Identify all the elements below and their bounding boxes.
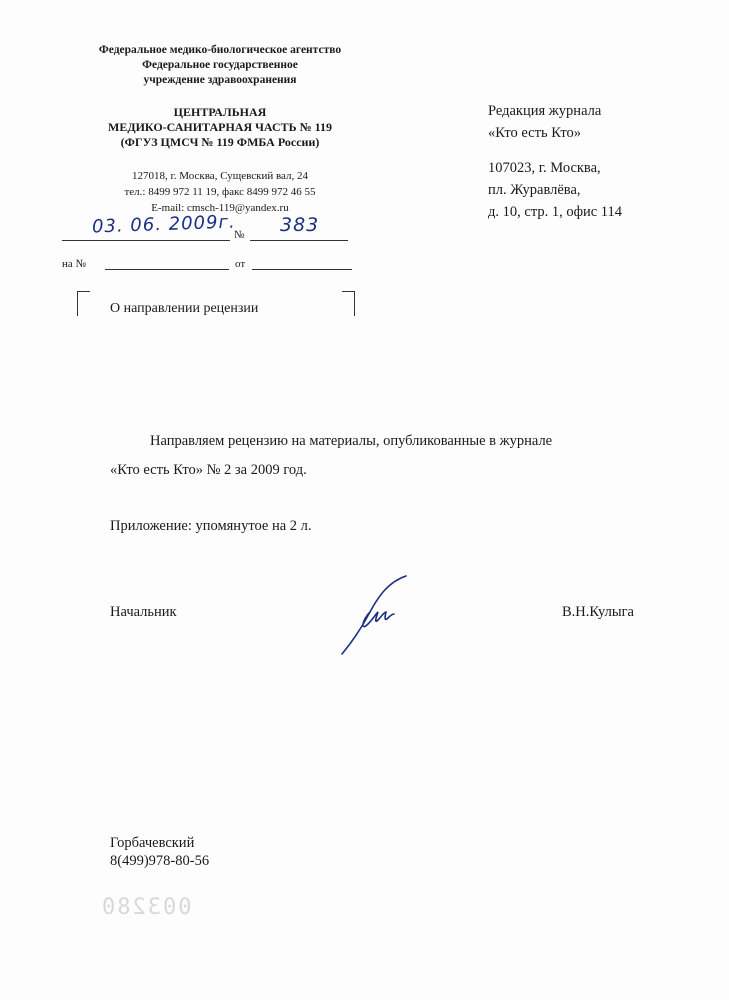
date-line xyxy=(62,240,230,241)
attachment-line: Приложение: упомянутое на 2 л. xyxy=(110,518,312,534)
org-address: 127018, г. Москва, Сущевский вал, 24 xyxy=(131,170,309,182)
executor-phone: 8(499)978-80-56 xyxy=(110,853,210,869)
org-line-2: МЕДИКО-САНИТАРНАЯ ЧАСТЬ № 119 xyxy=(108,120,332,134)
signatory-name: В.Н.Кулыга xyxy=(562,604,634,620)
ref-line xyxy=(105,269,229,270)
recipient-line-2: «Кто есть Кто» xyxy=(488,125,581,141)
number-label: № xyxy=(234,229,245,241)
number-line xyxy=(250,240,348,241)
handwritten-signature xyxy=(332,572,412,662)
handwritten-number: 383 xyxy=(280,214,320,236)
header-agency xyxy=(60,43,380,88)
stamp-number: 003280 xyxy=(100,895,192,920)
header-org-name xyxy=(60,105,380,150)
org-email: E-mail: cmsch-119@yandex.ru xyxy=(151,202,289,214)
body-paragraph-line-2: «Кто есть Кто» № 2 за 2009 год. xyxy=(110,462,307,478)
executor-name: Горбачевский xyxy=(110,835,195,851)
header-contacts xyxy=(60,168,380,216)
body-paragraph-line-1: Направляем рецензию на материалы, опубликованные в журнале xyxy=(150,433,553,449)
agency-line-1: Федеральное медико-биологическое агентство xyxy=(98,44,342,56)
org-line-3: (ФГУЗ ЦМСЧ № 119 ФМБА России) xyxy=(120,135,320,149)
agency-line-2: Федеральное государственное xyxy=(142,59,298,71)
subject-corner-left xyxy=(77,291,90,316)
signatory-position: Начальник xyxy=(110,604,177,620)
org-line-1: ЦЕНТРАЛЬНАЯ xyxy=(173,105,267,119)
ref-label: на № xyxy=(62,258,87,270)
recipient-line-4: пл. Журавлёва, xyxy=(488,182,581,198)
agency-line-3: учреждение здравоохранения xyxy=(143,74,297,86)
handwritten-date: 03. 06. 2009г. xyxy=(91,211,237,238)
org-phone: тел.: 8499 972 11 19, факс 8499 972 46 55 xyxy=(124,186,316,198)
from-label: от xyxy=(235,258,246,270)
subject-corner-right xyxy=(342,291,355,316)
recipient-line-5: д. 10, стр. 1, офис 114 xyxy=(488,204,623,220)
subject-line: О направлении рецензии xyxy=(110,301,259,316)
recipient-block xyxy=(488,100,622,223)
from-line xyxy=(252,269,352,270)
recipient-line-1: Редакция журнала xyxy=(488,103,602,119)
recipient-line-3: 107023, г. Москва, xyxy=(488,160,601,176)
